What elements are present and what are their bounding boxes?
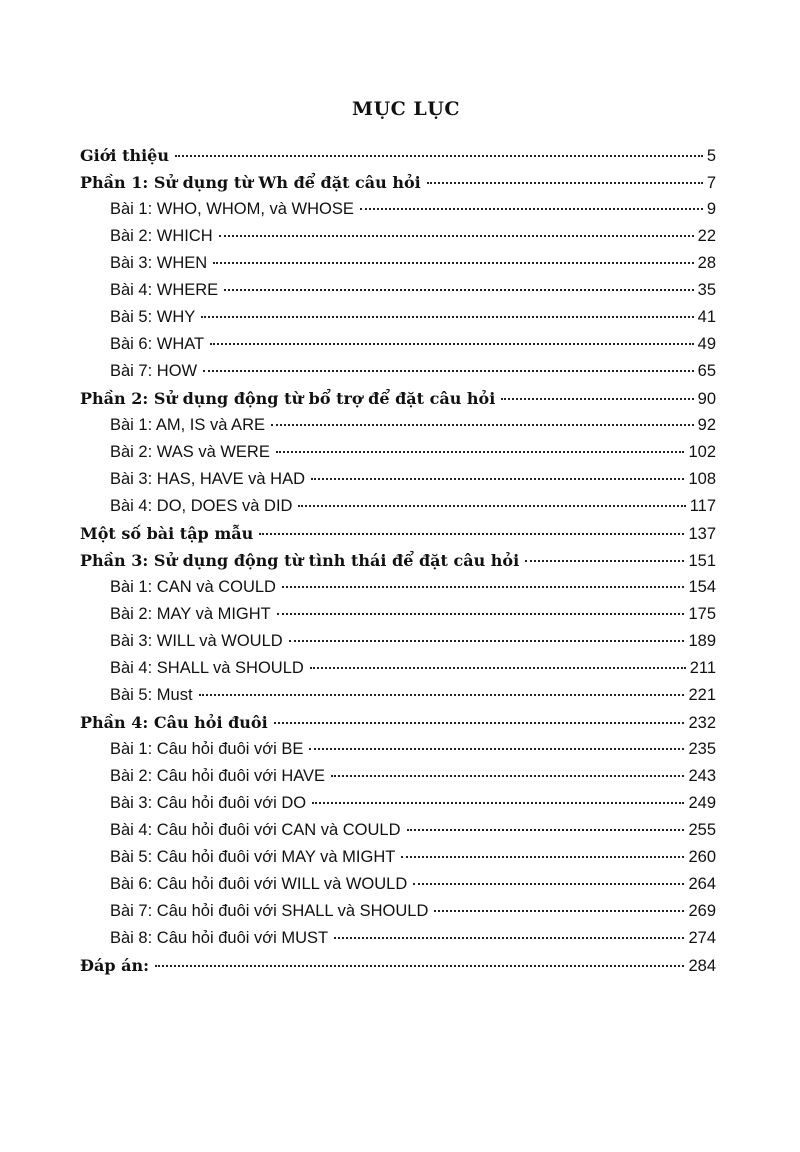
toc-lesson-entry — [80, 574, 716, 601]
toc-entry-label: Phần 3: Sử dụng động từ tình thái để đặt câu hỏi — [80, 551, 520, 570]
dot-leader — [525, 560, 684, 562]
toc-page-number: 92 — [697, 416, 716, 434]
dot-leader — [210, 343, 694, 345]
toc-page-number: 269 — [688, 902, 716, 920]
toc-entry-label: Bài 7: Câu hỏi đuôi với SHALL và SHOULD — [110, 902, 429, 920]
dot-leader — [407, 829, 685, 831]
toc-page-number: 41 — [697, 308, 716, 326]
toc-entry-label: Bài 3: WHEN — [110, 254, 208, 272]
toc-page-number: 255 — [688, 821, 716, 839]
dot-leader — [282, 586, 685, 588]
toc-lesson-entry — [80, 412, 716, 439]
dot-leader — [310, 667, 686, 669]
toc-lesson-entry — [80, 331, 716, 358]
toc-page-number: 9 — [706, 200, 716, 218]
toc-entry-label: Bài 4: Câu hỏi đuôi với CAN và COULD — [110, 821, 401, 839]
dot-leader — [331, 775, 684, 777]
toc-entry-label: Bài 6: WHAT — [110, 335, 205, 353]
dot-leader — [311, 478, 684, 480]
toc-lesson-entry — [80, 925, 716, 952]
toc-lesson-entry — [80, 277, 716, 304]
toc-entry-label: Giới thiệu — [80, 146, 169, 165]
toc-entry-label: Bài 4: WHERE — [110, 281, 219, 299]
toc-entry-label: Bài 1: WHO, WHOM, và WHOSE — [110, 200, 354, 218]
toc-page-number: 232 — [688, 714, 716, 732]
dot-leader — [277, 613, 685, 615]
toc-entry-label: Bài 2: WHICH — [110, 227, 213, 245]
toc-page-number: 211 — [689, 659, 716, 677]
toc-entry-label: Phần 1: Sử dụng từ Wh để đặt câu hỏi — [80, 173, 421, 192]
toc-section-entry — [80, 142, 716, 169]
dot-leader — [427, 182, 703, 184]
toc-entry-label: Bài 2: WAS và WERE — [110, 443, 270, 461]
toc-entry-label: Bài 4: SHALL và SHOULD — [110, 659, 304, 677]
toc-page-number: 274 — [688, 929, 716, 947]
toc-entry-label: Bài 5: WHY — [110, 308, 196, 326]
toc-entry-label: Đáp án: — [80, 956, 150, 975]
toc-entry-label: Bài 3: Câu hỏi đuôi với DO — [110, 794, 307, 812]
toc-section-entry — [80, 952, 716, 979]
toc-section-entry — [80, 520, 716, 547]
dot-leader — [289, 640, 685, 642]
toc-lesson-entry — [80, 250, 716, 277]
toc-entry-label: Bài 2: MAY và MIGHT — [110, 605, 271, 623]
toc-entry-label: Một số bài tập mẫu — [80, 524, 254, 543]
toc-entry-label: Bài 3: HAS, HAVE và HAD — [110, 470, 306, 488]
toc-entry-label: Phần 2: Sử dụng động từ bổ trợ để đặt câu hỏi — [80, 389, 496, 408]
toc-page-number: 28 — [697, 254, 716, 272]
toc-entry-label: Bài 4: DO, DOES và DID — [110, 497, 293, 515]
toc-section-entry — [80, 709, 716, 736]
toc-page-number: 22 — [697, 227, 716, 245]
toc-page-number: 243 — [688, 767, 716, 785]
toc-lesson-entry — [80, 763, 716, 790]
toc-page-number: 175 — [688, 605, 716, 623]
toc-page-number: 221 — [688, 686, 716, 704]
toc-lesson-entry — [80, 817, 716, 844]
toc-page-number: 235 — [688, 740, 716, 758]
toc-lesson-entry — [80, 601, 716, 628]
toc-entry-label: Bài 8: Câu hỏi đuôi với MUST — [110, 929, 329, 947]
table-of-contents — [80, 142, 716, 979]
dot-leader — [413, 883, 684, 885]
toc-lesson-entry — [80, 223, 716, 250]
dot-leader — [434, 910, 684, 912]
dot-leader — [309, 748, 684, 750]
dot-leader — [224, 289, 693, 291]
dot-leader — [298, 505, 685, 507]
toc-page-number: 65 — [697, 362, 716, 380]
dot-leader — [199, 694, 685, 696]
toc-page-number: 151 — [688, 552, 716, 570]
toc-lesson-entry — [80, 439, 716, 466]
dot-leader — [501, 398, 693, 400]
toc-entry-label: Bài 3: WILL và WOULD — [110, 632, 283, 650]
dot-leader — [401, 856, 684, 858]
toc-page-number: 90 — [697, 390, 716, 408]
toc-page-number: 189 — [688, 632, 716, 650]
dot-leader — [274, 722, 685, 724]
toc-lesson-entry — [80, 628, 716, 655]
toc-page-number: 137 — [688, 525, 716, 543]
dot-leader — [259, 533, 684, 535]
toc-lesson-entry — [80, 466, 716, 493]
toc-page-number: 108 — [688, 470, 716, 488]
toc-page-number: 284 — [688, 957, 716, 975]
toc-page-number: 260 — [688, 848, 716, 866]
dot-leader — [201, 316, 693, 318]
toc-page-number: 35 — [697, 281, 716, 299]
dot-leader — [271, 424, 694, 426]
toc-lesson-entry — [80, 196, 716, 223]
toc-entry-label: Bài 1: AM, IS và ARE — [110, 416, 265, 434]
toc-page-number: 117 — [689, 497, 716, 515]
toc-page-number: 49 — [697, 335, 716, 353]
toc-page-number: 7 — [706, 174, 716, 192]
toc-page-number: 5 — [706, 147, 716, 165]
toc-entry-label: Bài 5: Must — [110, 686, 193, 704]
toc-lesson-entry — [80, 358, 716, 385]
toc-page-number: 249 — [688, 794, 716, 812]
toc-entry-label: Bài 1: Câu hỏi đuôi với BE — [110, 740, 304, 758]
toc-lesson-entry — [80, 655, 716, 682]
toc-entry-label: Bài 7: HOW — [110, 362, 198, 380]
dot-leader — [213, 262, 693, 264]
toc-section-entry — [80, 169, 716, 196]
toc-lesson-entry — [80, 736, 716, 763]
toc-section-entry — [80, 385, 716, 412]
dot-leader — [155, 965, 684, 967]
toc-lesson-entry — [80, 871, 716, 898]
dot-leader — [219, 235, 694, 237]
toc-entry-label: Phần 4: Câu hỏi đuôi — [80, 713, 268, 732]
toc-lesson-entry — [80, 844, 716, 871]
toc-page-number: 264 — [688, 875, 716, 893]
dot-leader — [360, 208, 703, 210]
toc-page-number: 154 — [688, 578, 716, 596]
page-title: MỤC LỤC — [352, 98, 460, 120]
toc-lesson-entry — [80, 493, 716, 520]
dot-leader — [276, 451, 685, 453]
dot-leader — [312, 802, 684, 804]
toc-entry-label: Bài 6: Câu hỏi đuôi với WILL và WOULD — [110, 875, 408, 893]
toc-entry-label: Bài 5: Câu hỏi đuôi với MAY và MIGHT — [110, 848, 396, 866]
dot-leader — [175, 155, 703, 157]
dot-leader — [203, 370, 694, 372]
toc-lesson-entry — [80, 304, 716, 331]
toc-lesson-entry — [80, 682, 716, 709]
toc-lesson-entry — [80, 790, 716, 817]
toc-entry-label: Bài 1: CAN và COULD — [110, 578, 276, 596]
toc-page-number: 102 — [688, 443, 716, 461]
toc-entry-label: Bài 2: Câu hỏi đuôi với HAVE — [110, 767, 326, 785]
dot-leader — [334, 937, 684, 939]
toc-section-entry — [80, 547, 716, 574]
toc-lesson-entry — [80, 898, 716, 925]
